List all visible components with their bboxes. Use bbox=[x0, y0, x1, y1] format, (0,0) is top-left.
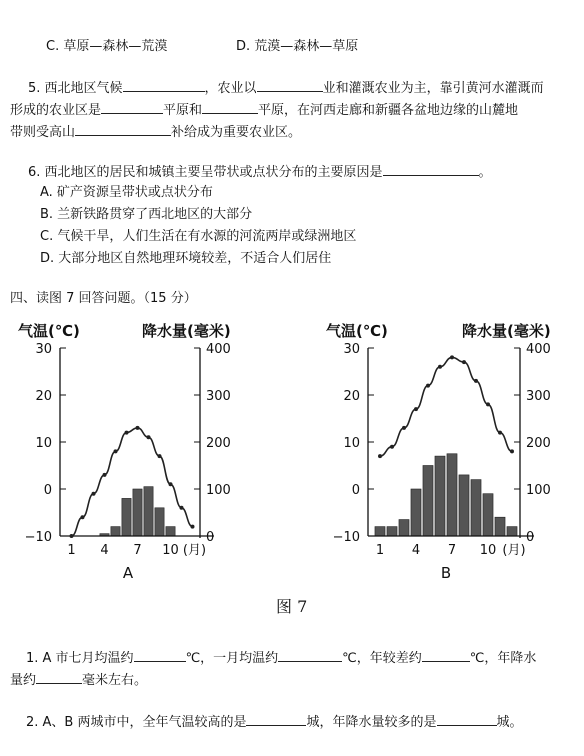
q6-stem-end: 。 bbox=[478, 165, 492, 180]
temperature-point bbox=[498, 431, 502, 435]
temperature-tick-label: 20 bbox=[343, 389, 360, 404]
temperature-point bbox=[414, 407, 418, 411]
month-tick-label: 7 bbox=[447, 543, 457, 558]
precipitation-tick-label: 100 bbox=[526, 483, 551, 498]
chart-label: A bbox=[122, 564, 134, 582]
month-tick-label: 1 bbox=[375, 543, 385, 558]
q1-text: ℃，年降水 bbox=[469, 651, 537, 666]
q1-text: 1. A 市七月均温约 bbox=[26, 651, 134, 666]
q1-line-2 bbox=[10, 670, 147, 690]
month-tick-label: 1 bbox=[67, 543, 76, 558]
q1-text: 毫米左右。 bbox=[82, 673, 148, 688]
option-d: D. 荒漠—森林—草原 bbox=[236, 39, 359, 54]
month-tick-label: 7 bbox=[133, 543, 142, 558]
precipitation-tick-label: 0 bbox=[526, 530, 535, 545]
precipitation-bar bbox=[411, 489, 421, 536]
q6-stem-text: 6. 西北地区的居民和城镇主要呈带状或点状分布的主要原因是 bbox=[28, 165, 383, 180]
section-4-title: 四、读图 7 回答问题。（15 分） bbox=[10, 291, 197, 306]
temperature-point bbox=[402, 426, 406, 430]
temperature-tick-label: −10 bbox=[24, 530, 52, 545]
q1-text: 量约 bbox=[10, 673, 37, 688]
q5-text: 形成的农业区是 bbox=[10, 103, 102, 118]
temperature-tick-label: 30 bbox=[35, 342, 52, 357]
q5-text: 带则受高山 bbox=[10, 125, 76, 140]
temperature-point bbox=[462, 360, 466, 364]
precipitation-bar bbox=[459, 475, 469, 536]
option-c: C. 草原—森林—荒漠 bbox=[46, 39, 168, 54]
temperature-curve bbox=[380, 357, 512, 456]
q2-text: 城。 bbox=[496, 715, 523, 730]
temperature-tick-label: 0 bbox=[43, 483, 52, 498]
q1-blank-jan[interactable] bbox=[278, 648, 342, 662]
q2-blank-temp[interactable] bbox=[246, 712, 306, 726]
precipitation-tick-label: 300 bbox=[206, 389, 231, 404]
temperature-point bbox=[474, 379, 478, 383]
month-tick-label: 10 bbox=[162, 543, 179, 558]
q5-text: 5. 西北地区气候 bbox=[28, 81, 123, 96]
temperature-tick-label: −10 bbox=[332, 530, 360, 545]
q5-text: 补给成为重要农业区。 bbox=[171, 125, 302, 140]
month-tick-label: 10 bbox=[479, 543, 497, 558]
q2-blank-precip[interactable] bbox=[437, 712, 497, 726]
temperature-point bbox=[378, 454, 382, 458]
precipitation-tick-label: 300 bbox=[526, 389, 551, 404]
q6-option-b: B. 兰新铁路贯穿了西北地区的大部分 bbox=[40, 207, 253, 222]
q1-text: ℃，一月均温约 bbox=[185, 651, 279, 666]
q1-text: ℃，年较差约 bbox=[342, 651, 422, 666]
q1-blank-july[interactable] bbox=[134, 648, 186, 662]
precipitation-axis-title: 降水量(毫米) bbox=[462, 322, 551, 340]
precipitation-bar bbox=[435, 456, 445, 536]
q5-text: 平原，在河西走廊和新疆各盆地边缘的山麓地 bbox=[258, 103, 519, 118]
precipitation-bar bbox=[423, 466, 433, 537]
q6-option-a: A. 矿产资源呈带状或点状分布 bbox=[40, 185, 213, 200]
q1-blank-range[interactable] bbox=[422, 648, 470, 662]
q6-option-d: D. 大部分地区自然地理环境较差，不适合人们居住 bbox=[40, 251, 332, 266]
q2-text: 城，年降水量较多的是 bbox=[306, 715, 437, 730]
q1-blank-precip[interactable] bbox=[36, 670, 82, 684]
q6-option-c: C. 气候干旱，人们生活在有水源的河流两岸或绿洲地区 bbox=[40, 229, 357, 244]
q2-text: 2. A、B 两城市中，全年气温较高的是 bbox=[26, 715, 247, 730]
month-tick-label: 4 bbox=[100, 543, 109, 558]
q5-text: ，农业以 bbox=[204, 81, 257, 96]
temperature-axis-title: 气温(℃) bbox=[18, 322, 80, 340]
precipitation-bar bbox=[375, 527, 385, 536]
precipitation-tick-label: 100 bbox=[206, 483, 231, 498]
precipitation-bar bbox=[399, 520, 409, 536]
month-unit-label: (月) bbox=[182, 543, 207, 558]
temperature-point bbox=[486, 402, 490, 406]
temperature-point bbox=[450, 355, 454, 359]
precipitation-bar bbox=[387, 527, 397, 536]
q2-line bbox=[26, 712, 523, 732]
month-tick-label: 4 bbox=[411, 543, 421, 558]
temperature-tick-label: 10 bbox=[35, 436, 52, 451]
q5-text: 业和灌溉农业为主，靠引黄河水灌溉而 bbox=[322, 81, 544, 96]
precipitation-tick-label: 400 bbox=[206, 342, 231, 357]
precipitation-bar bbox=[447, 454, 457, 536]
temperature-point bbox=[390, 445, 394, 449]
temperature-tick-label: 30 bbox=[343, 342, 360, 357]
precipitation-bar bbox=[495, 517, 505, 536]
chart-label: B bbox=[440, 564, 452, 582]
precipitation-tick-label: 0 bbox=[206, 530, 215, 545]
precipitation-bar bbox=[483, 494, 493, 536]
month-unit-label: (月) bbox=[502, 543, 526, 558]
figure-caption: 图 7 bbox=[276, 597, 308, 616]
q1-line-1 bbox=[26, 648, 536, 668]
precipitation-tick-label: 200 bbox=[526, 436, 551, 451]
precipitation-tick-label: 200 bbox=[206, 436, 231, 451]
precipitation-axis-title: 降水量(毫米) bbox=[142, 322, 231, 340]
temperature-tick-label: 0 bbox=[351, 483, 360, 498]
precipitation-bar bbox=[507, 527, 517, 536]
temperature-point bbox=[438, 365, 442, 369]
temperature-tick-label: 10 bbox=[343, 436, 360, 451]
temperature-tick-label: 20 bbox=[35, 389, 52, 404]
temperature-point bbox=[426, 384, 430, 388]
precipitation-bar bbox=[471, 480, 481, 536]
temperature-axis-title: 气温(℃) bbox=[326, 322, 388, 340]
temperature-point bbox=[510, 449, 514, 453]
q5-text: 平原和 bbox=[163, 103, 203, 118]
precipitation-tick-label: 400 bbox=[526, 342, 551, 357]
